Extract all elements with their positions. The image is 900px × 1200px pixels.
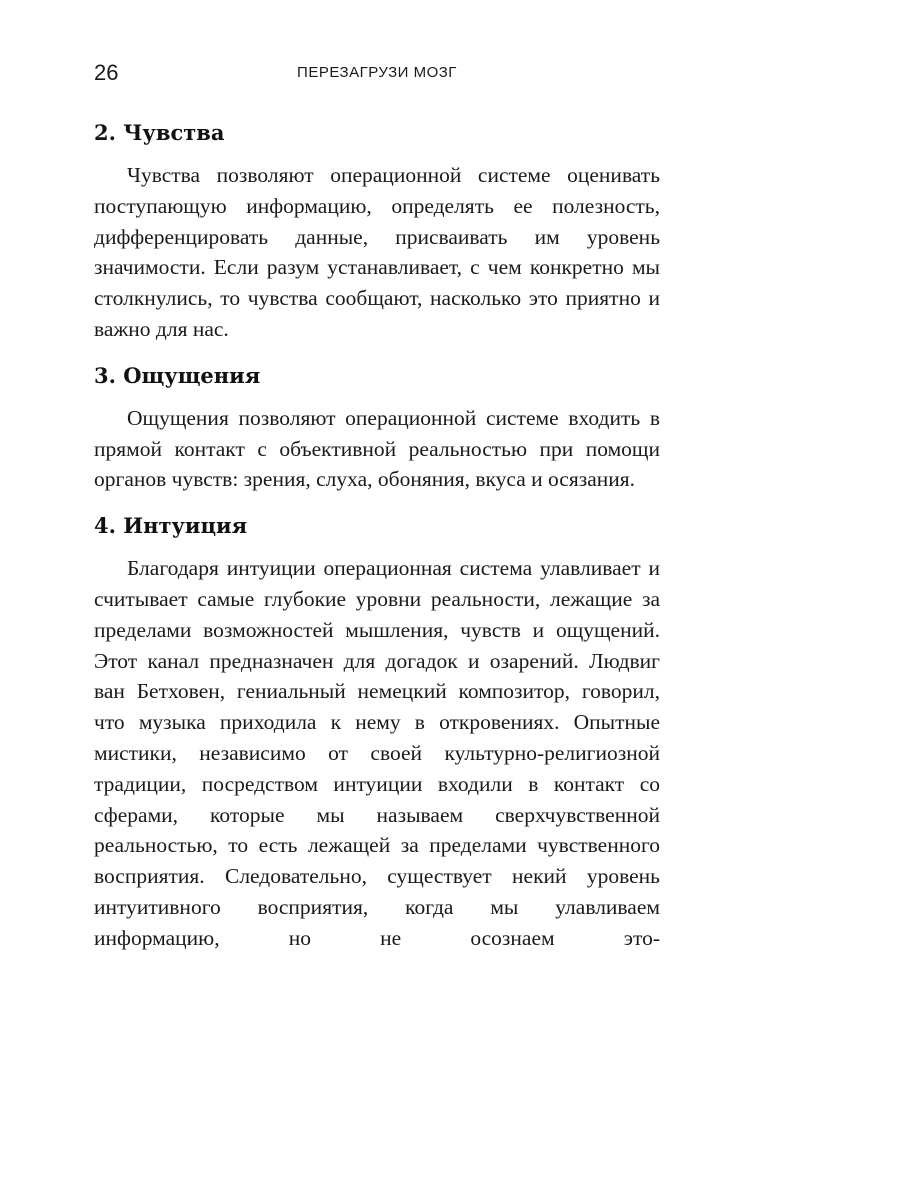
page-content xyxy=(94,118,660,970)
section-heading-intuition: 4. Интуиция xyxy=(94,513,248,539)
paragraph-feelings: Чувства позволяют операционной системе оценивать поступающую информацию, определять ее полезность, дифференцировать данные, присваивать им уровень значимости. Если разум устанавливает, с чем конкретно мы столкнулись, то чувства сообщают, насколько это приятно и важно для нас. xyxy=(94,163,660,341)
paragraph-sensations: Ощущения позволяют операционной системе входить в прямой контакт с объективной реальностью при помощи органов чувств: зрения, слуха, обоняния, вкуса и осязания. xyxy=(94,405,660,492)
section-heading-sensations: 3. Ощущения xyxy=(94,362,261,388)
running-title: ПЕРЕЗАГРУЗИ МОЗГ xyxy=(297,64,457,81)
section-heading-feelings: 2. Чувства xyxy=(94,120,225,145)
page-number: 26 xyxy=(94,60,119,85)
paragraph-intuition: Благодаря интуиции операционная система улавливает и считывает самые глубокие уровни реальности, лежащие за пределами возможностей мышления, чувств и ощущений. Этот канал предназначен для догадок и озарений. Людвиг ван Бетховен, гениальный немецкий композитор, говорил, что музыка приходила к нему в откровениях. Опытные мистики, независимо от своей культурно-религиозной традиции, посредством интуиции входили в контакт со сферами, которые мы называем сверхчувственной реальностью, то есть лежащей за пределами чувственного восприятия. Следовательно, существует некий уровень интуитивного восприятия, когда мы улавливаем информацию, но не осознаем это- xyxy=(94,556,660,950)
page-header xyxy=(94,60,660,90)
